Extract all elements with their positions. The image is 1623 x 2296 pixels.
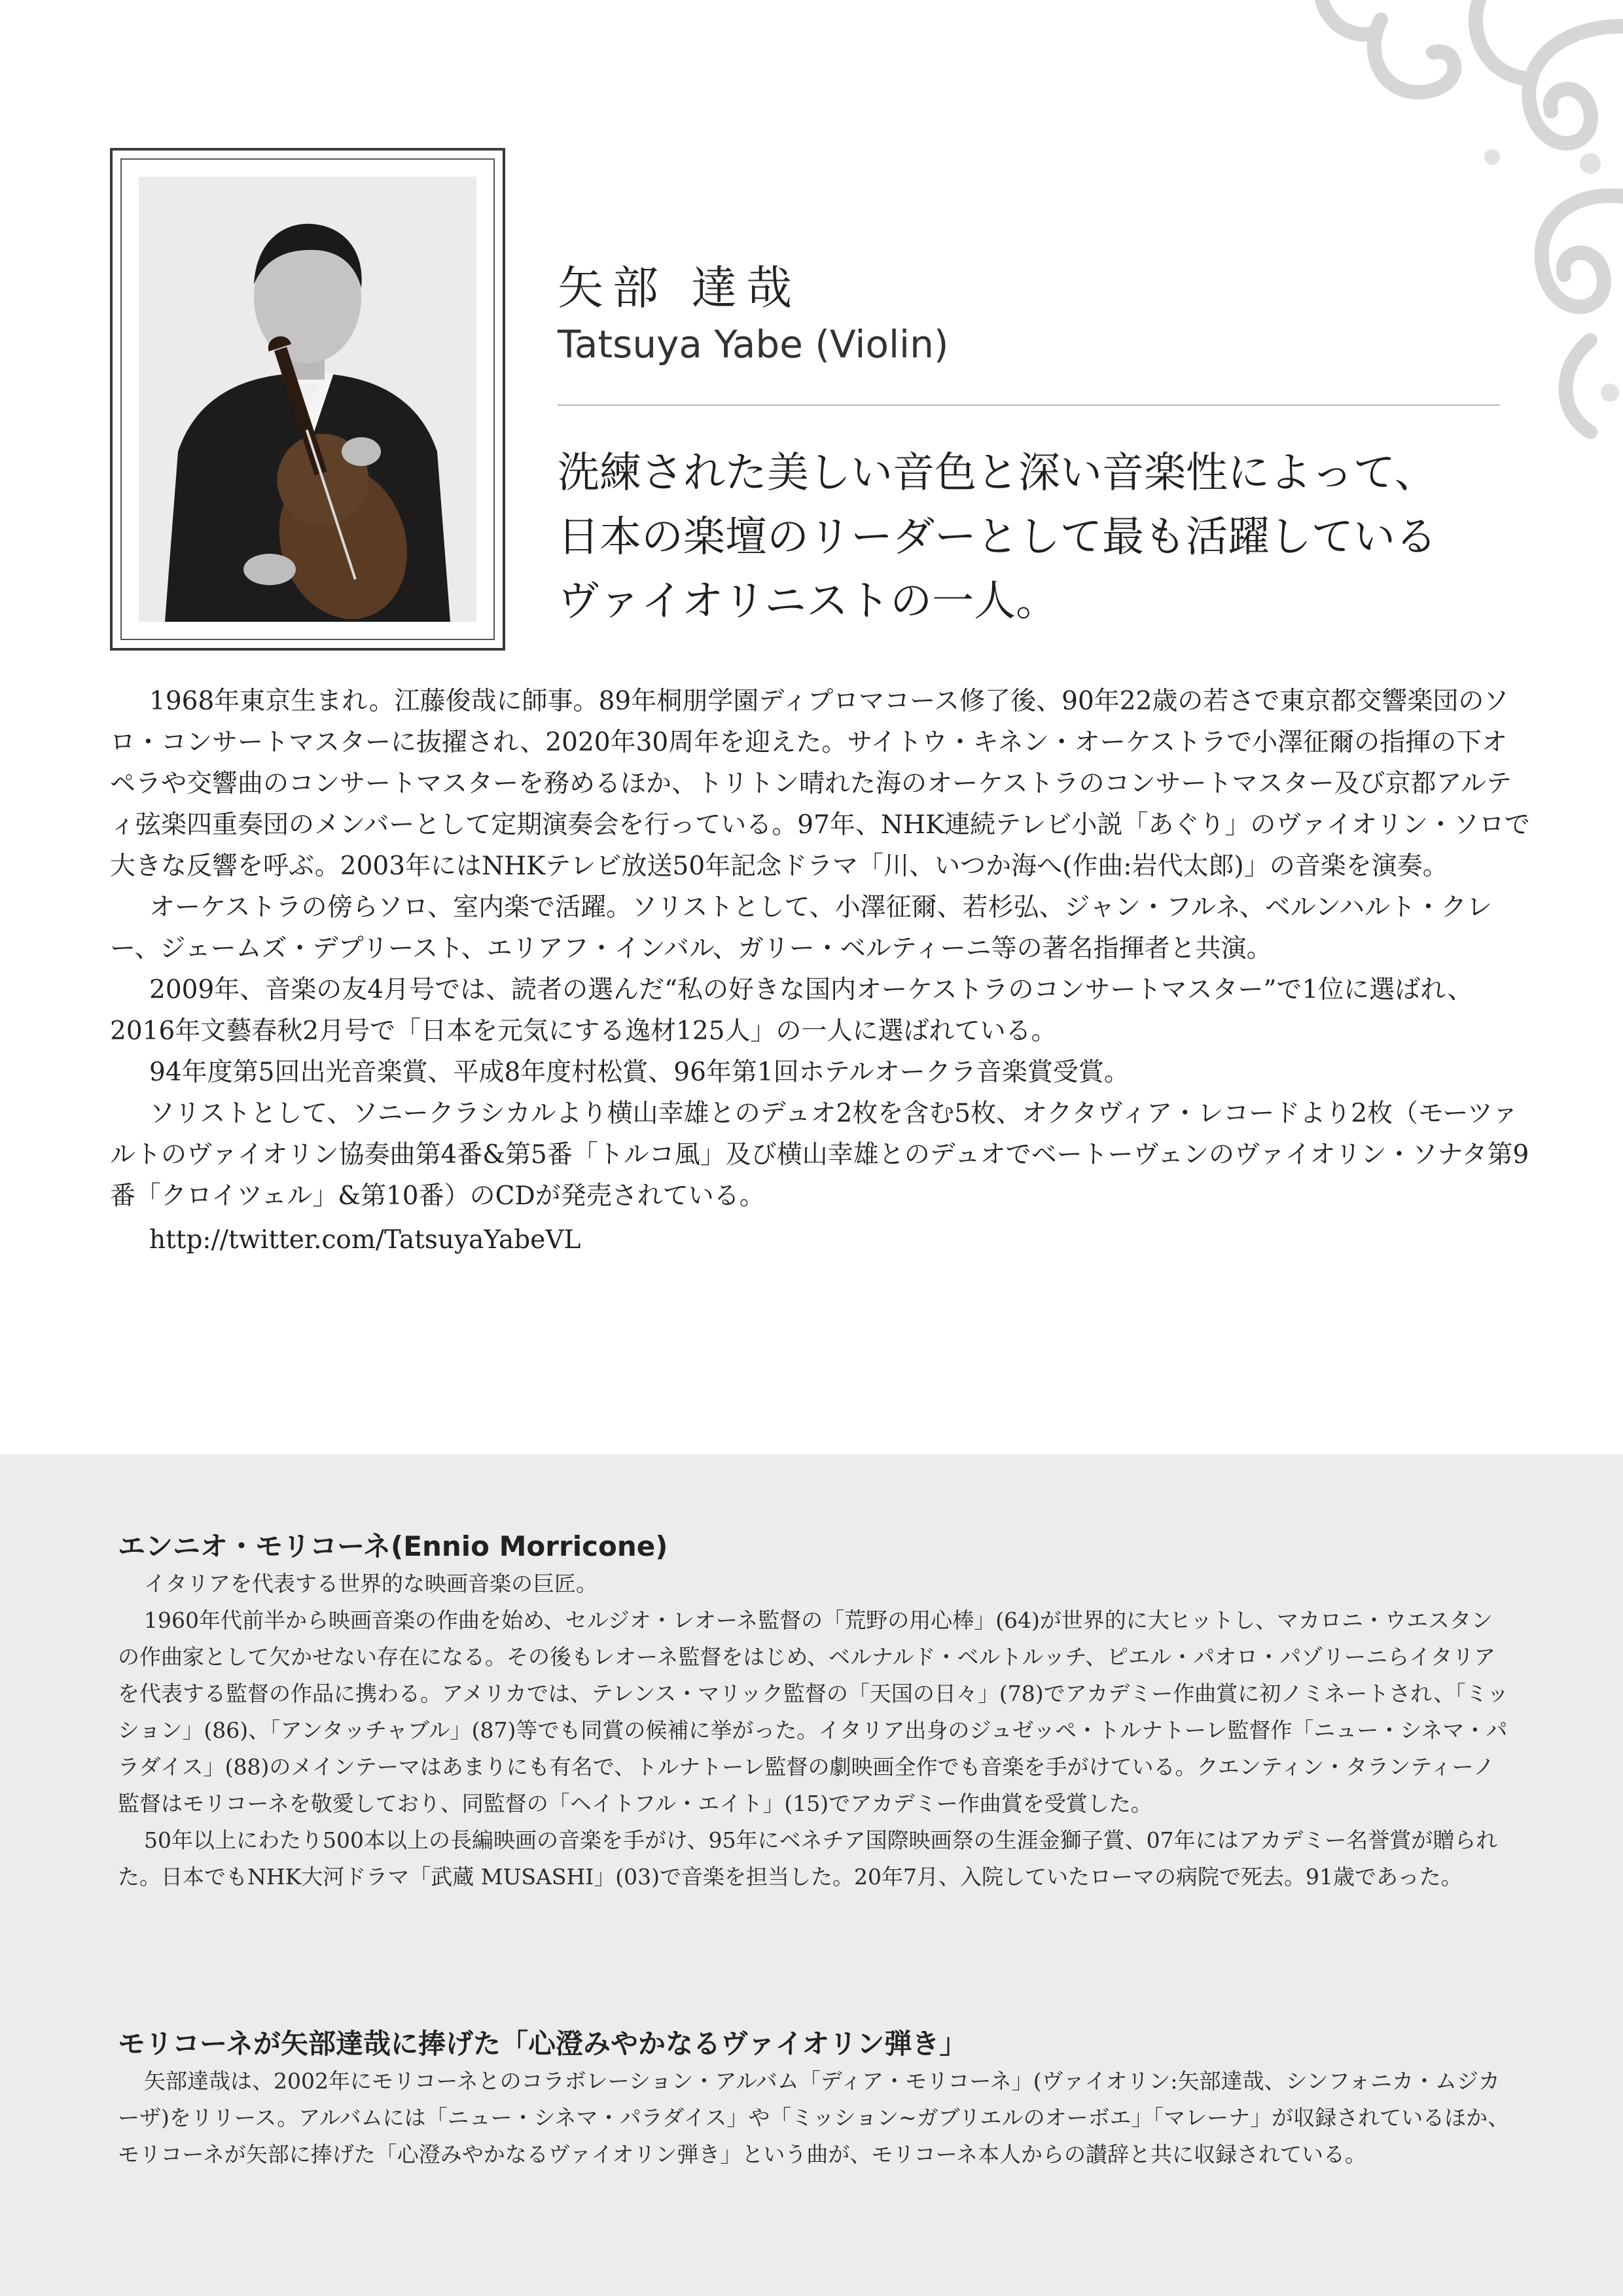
divider-line <box>558 404 1500 406</box>
catchphrase-line: 日本の楽壇のリーダーとして最も活躍している <box>558 513 1437 562</box>
twitter-link[interactable]: http://twitter.com/TatsuyaYabeVL <box>149 1225 581 1255</box>
catchphrase <box>558 441 1526 634</box>
morricone-paragraph: イタリアを代表する世界的な映画音楽の巨匠。 <box>144 1571 597 1596</box>
morricone-body <box>118 1566 1512 1895</box>
decorative-flourish <box>1283 0 1623 458</box>
portrait-photo <box>139 177 476 622</box>
bio-paragraph: 94年度第5回出光音楽賞、平成8年度村松賞、96年第1回ホテルオークラ音楽賞受賞。 <box>149 1058 1130 1087</box>
dedication-body <box>118 2063 1512 2173</box>
catchphrase-line: 洗練された美しい音色と深い音楽性によって、 <box>558 449 1436 497</box>
performer-name-en: Tatsuya Yabe (Violin) <box>558 322 949 367</box>
dedication-paragraph: 矢部達哉は、2002年にモリコーネとのコラボレーション・アルバム「ディア・モリコーネ」(ヴァイオリン:矢部達哉、シンフォニカ・ムジカーザ)をリリース。アルバムには「ニュー・シネマ・パラダイス」や「ミッション~ガブリエルのオーボエ」「マレーナ」が収録されているほか、モリコーネが矢部に捧げた「心澄みやかなるヴァイオリン弾き」という曲が、モリコーネ本人からの讃辞と共に収録されている。 <box>118 2068 1510 2167</box>
dedication-heading: モリコーネが矢部達哉に捧げた「心澄みやかなるヴァイオリン弾き」 <box>118 2028 967 2060</box>
performer-name-ja: 矢部 達哉 <box>558 261 802 315</box>
morricone-paragraph: 50年以上にわたり500本以上の長編映画の音楽を手がけ、95年にベネチア国際映画祭の生涯金獅子賞、07年にはアカデミー名誉賞が贈られた。日本でもNHK大河ドラマ「武蔵 MUSASHI」(03)で音楽を担当した。20年7月、入院していたローマの病院で死去。91歳であった。 <box>118 1827 1498 1890</box>
morricone-paragraph: 1960年代前半から映画音楽の作曲を始め、セルジオ・レオーネ監督の「荒野の用心棒」(64)が世界的に大ヒットし、マカロニ・ウエスタンの作曲家として欠かせない存在になる。その後もレオーネ監督をはじめ、ベルナルド・ベルトルッチ、ピエル・パオロ・パゾリーニらイタリアを代表する監督の作品に携わる。アメリカでは、テレンス・マリック監督の「天国の日々」(78)でアカデミー作曲賞に初ノミネートされ、「ミッション」(86)、「アンタッチャブル」(87)等でも同賞の候補に挙がった。イタリア出身のジュゼッペ・トルナトーレ監督作「ニュー・シネマ・パラダイス」(88)のメインテーマはあまりにも有名で、トルナトーレ監督の劇映画全作でも音楽を手がけている。クエンティン・タランティーノ監督はモリコーネを敬愛しており、同監督の「ヘイトフル・エイト」(15)でアカデミー作曲賞を受賞した。 <box>118 1607 1509 1816</box>
bio-paragraph: オーケストラの傍らソロ、室内楽で活躍。ソリストとして、小澤征爾、若杉弘、ジャン・フルネ、ベルンハルト・クレー、ジェームズ・デプリースト、エリアフ・インバル、ガリー・ベルティーニ等の著名指揮者と共演。 <box>110 893 1492 963</box>
morricone-heading: エンニオ・モリコーネ(Ennio Morricone) <box>118 1530 668 1562</box>
catchphrase-line: ヴァイオリニストの一人。 <box>558 577 1058 626</box>
portrait-frame <box>110 148 505 651</box>
bio-paragraph: ソリストとして、ソニークラシカルより横山幸雄とのデュオ2枚を含む5枚、オクタヴィア・レコードより2枚（モーツァルトのヴァイオリン協奏曲第4番&第5番「トルコ風」及び横山幸雄とのデュオでベートーヴェンのヴァイオリン・ソナタ第9番「クロイツェル」&第10番）のCDが発売されている。 <box>110 1099 1529 1211</box>
biography <box>110 681 1530 1261</box>
bio-paragraph: 2009年、音楽の友4月号では、読者の選んだ“私の好きな国内オーケストラのコンサートマスター”で1位に選ばれ、2016年文藝春秋2月号で「日本を元気にする逸材125人」の一人に選ばれている。 <box>110 975 1473 1046</box>
bio-paragraph: 1968年東京生まれ。江藤俊哉に師事。89年桐朋学園ディプロマコース修了後、90年22歳の若さで東京都交響楽団のソロ・コンサートマスターに抜擢され、2020年30周年を迎えた。サイトウ・キネン・オーケストラで小澤征爾の指揮の下オペラや交響曲のコンサートマスターを務めるほか、トリトン晴れた海のオーケストラのコンサートマスター及び京都アルティ弦楽四重奏団のメンバーとして定期演奏会を行っている。97年、NHK連続テレビ小説「あぐり」のヴァイオリン・ソロで大きな反響を呼ぶ。2003年にはNHKテレビ放送50年記念ドラマ「川、いつか海へ(作曲:岩代太郎)」の音楽を演奏。 <box>110 687 1530 881</box>
